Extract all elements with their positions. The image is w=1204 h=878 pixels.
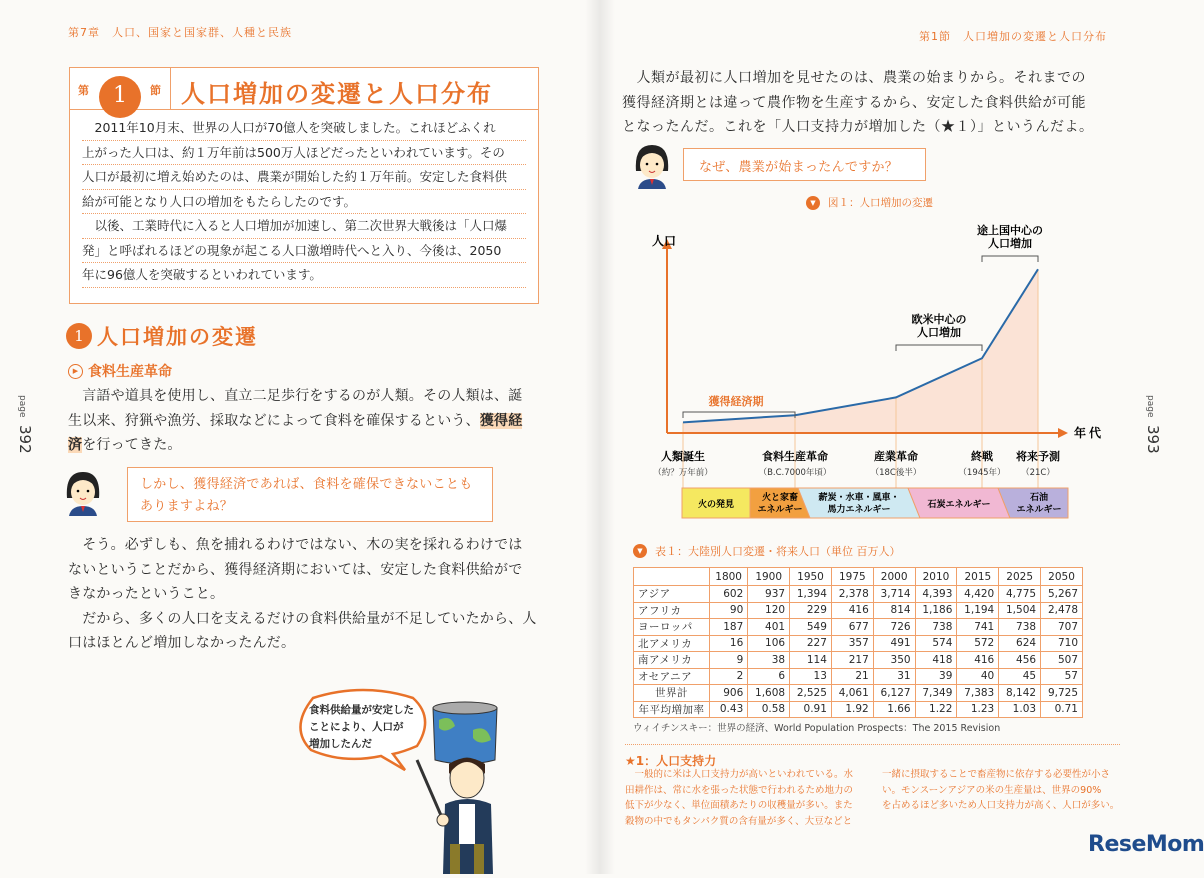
x-tick-sublabel: （約？万年前） <box>653 468 713 478</box>
table-cell: 3,714 <box>873 586 915 603</box>
annotation-label: 途上国中心の <box>977 224 1043 237</box>
area-fill <box>683 269 1038 433</box>
heading-1 <box>66 321 258 351</box>
caret-down-icon: ▼ <box>633 544 647 558</box>
table-cell: 677 <box>831 619 873 636</box>
table-row <box>634 652 1083 669</box>
text-line: 給が可能となり人口の増加をもたらしたのです。 <box>82 190 526 215</box>
column-header: 1975 <box>831 568 873 586</box>
x-tick-sublabel: （18C後半） <box>870 468 922 478</box>
x-tick-sublabel: （21C） <box>1021 468 1055 478</box>
annotation-label: 人口増加 <box>917 326 961 339</box>
note-left-column <box>625 767 853 829</box>
section-header: 第1節 人口増加の変遷と人口分布 <box>919 30 1107 43</box>
x-axis-arrow <box>1058 428 1068 438</box>
student-avatar-icon <box>634 143 670 187</box>
table-cell: 401 <box>748 619 790 636</box>
table-cell: 1,186 <box>915 602 957 619</box>
text-line: 田耕作は、常に水を張った状態で行われるため地力の <box>625 784 854 796</box>
table-row <box>634 668 1083 685</box>
page-number: 393 <box>1144 425 1162 455</box>
paragraph-1 <box>68 384 522 458</box>
text-line: 以後、工業時代に入ると人口増加が加速し、第二次世界大戦後は「人口爆 <box>82 214 526 239</box>
energy-era-label: 火の発見 <box>697 500 735 510</box>
table-cell: 710 <box>1041 635 1083 652</box>
table-cell: 1,608 <box>748 685 790 702</box>
energy-era-label: 馬力エネルギー <box>827 505 891 515</box>
subheading-text: 食料生産革命 <box>88 364 172 380</box>
bubble-line: ことにより、人口が <box>309 721 404 733</box>
table-cell: 9,725 <box>1041 685 1083 702</box>
table-cell: 45 <box>999 668 1041 685</box>
row-label: アフリカ <box>634 602 710 619</box>
table-cell: 6,127 <box>873 685 915 702</box>
student-avatar-icon <box>65 470 101 514</box>
table-cell: 13 <box>790 668 832 685</box>
table-cell: 5,267 <box>1041 586 1083 603</box>
table-cell: 572 <box>957 635 999 652</box>
text-line: ないということだから、獲得経済期においては、安定した食料供給がで <box>68 561 523 578</box>
table-cell: 1.03 <box>999 701 1041 718</box>
x-axis-label: 年代 <box>1074 426 1105 440</box>
table-cell: 229 <box>790 602 832 619</box>
note-title: ★1：人口支持力 <box>625 754 717 768</box>
row-label: 北アメリカ <box>634 635 710 652</box>
row-label: オセアニア <box>634 668 710 685</box>
row-label: アジア <box>634 586 710 603</box>
play-circle-icon: ▶ <box>68 364 83 379</box>
table-cell: 491 <box>873 635 915 652</box>
text-line: 獲得経済期とは違って農作物を生産するから、安定した食料供給が可能 <box>622 94 1086 111</box>
table-row <box>634 586 1083 603</box>
y-axis-label: 人口 <box>652 234 677 248</box>
text-line: 上がった人口は、約１万年前は500万人ほどだったといわれています。その <box>82 141 526 166</box>
x-tick-sublabel: （B.C.7000年頃） <box>758 468 832 478</box>
annotation-label: 人口増加 <box>988 237 1032 250</box>
annotation-label: 欧米中心の <box>911 313 967 326</box>
table-cell: 31 <box>873 668 915 685</box>
bubble-line: 増加したんだ <box>309 738 372 750</box>
para1-line: 言語や道具を使用し、直立二足歩行をするのが人類。その人類は、誕 <box>68 388 523 404</box>
text-line: を占めるほど多いため人口支持力が高く、人口が多い。 <box>882 800 1120 811</box>
heading-number: 1 <box>66 323 92 349</box>
para1-line: 生以来、狩猟や漁労、採取などによって食料を確保するという、獲得経 <box>68 412 523 429</box>
table-row <box>634 685 1083 702</box>
text-line: 一緒に摂取することで畜産物に依存する必要性が小さ <box>882 769 1111 780</box>
x-tick-label: 食料生産革命 <box>762 450 828 463</box>
text-line: となったんだ。これを「人口支持力が増加した（★１）」というんだよ。 <box>622 119 1094 135</box>
table-cell: 350 <box>873 652 915 669</box>
table-cell: 738 <box>999 619 1041 636</box>
table-cell: 4,420 <box>957 586 999 603</box>
x-tick-label: 終戦 <box>971 450 993 463</box>
table-caption-text: 表１：大陸別人口変遷・将来人口（単位 百万人） <box>655 545 901 558</box>
table-cell: 2,378 <box>831 586 873 603</box>
table-cell: 1,194 <box>957 602 999 619</box>
x-tick-label: 産業革命 <box>874 450 918 463</box>
table-cell: 602 <box>710 586 748 603</box>
caret-down-icon: ▼ <box>806 196 820 210</box>
section-setsu: 節 <box>150 84 161 97</box>
section-title: 人口増加の変遷と人口分布 <box>181 80 493 108</box>
table-cell: 1,504 <box>999 602 1041 619</box>
table-cell: 416 <box>957 652 999 669</box>
table-cell: 2,525 <box>790 685 832 702</box>
table-cell: 2 <box>710 668 748 685</box>
intro-text <box>70 110 538 288</box>
annotation-bracket <box>982 256 1038 262</box>
table-cell: 120 <box>748 602 790 619</box>
right-paragraph <box>622 66 1094 140</box>
paragraph-2 <box>68 533 537 656</box>
table-cell: 1.22 <box>915 701 957 718</box>
table-cell: 814 <box>873 602 915 619</box>
table-cell: 937 <box>748 586 790 603</box>
table-cell: 7,383 <box>957 685 999 702</box>
page-number-left <box>16 395 34 454</box>
table-cell: 6 <box>748 668 790 685</box>
table-cell: 4,393 <box>915 586 957 603</box>
table-cell: 4,775 <box>999 586 1041 603</box>
page-label: page <box>1145 395 1155 418</box>
text-line: 穀物の中でもタンパク質の含有量が多く、大豆などと <box>625 815 853 827</box>
table-row <box>634 619 1083 636</box>
column-header: 1800 <box>710 568 748 586</box>
table-cell: 707 <box>1041 619 1083 636</box>
section-number-badge <box>70 68 171 109</box>
note-right-column <box>882 767 1119 814</box>
column-header: 2025 <box>999 568 1041 586</box>
column-header <box>634 568 710 586</box>
bubble-line: しかし、獲得経済であれば、食料を確保できないことも <box>140 477 473 492</box>
question-bubble-2: なぜ、農業が始まったんですか？ <box>683 148 926 181</box>
row-label: 南アメリカ <box>634 652 710 669</box>
text-line: 口はほとんど増加しなかったんだ。 <box>68 635 296 651</box>
page-number: 392 <box>16 425 34 455</box>
table-header-row <box>634 568 1083 586</box>
highlight-term: 獲得経 <box>479 412 523 429</box>
table-cell: 741 <box>957 619 999 636</box>
energy-era-label: 薪炭・水車・風車・ <box>818 493 900 503</box>
text-line: 年に96億人を突破するといわれています。 <box>82 263 526 288</box>
x-tick-label: 将来予測 <box>1016 450 1060 463</box>
table-cell: 0.43 <box>710 701 748 718</box>
table-cell: 0.58 <box>748 701 790 718</box>
table-cell: 1.66 <box>873 701 915 718</box>
table-cell: 2,478 <box>1041 602 1083 619</box>
table-cell: 1.92 <box>831 701 873 718</box>
section-number: 1 <box>99 76 141 118</box>
table-caption <box>633 543 901 559</box>
table-row <box>634 602 1083 619</box>
question-bubble-1 <box>127 467 493 522</box>
population-chart <box>640 215 1105 525</box>
row-label: ヨーロッパ <box>634 619 710 636</box>
table-cell: 187 <box>710 619 748 636</box>
energy-era-label: 石炭エネルギー <box>927 500 991 510</box>
column-header: 1900 <box>748 568 790 586</box>
text-line: 2011年10月末、世界の人口が70億人を突破しました。これほどふくれ <box>82 116 526 141</box>
table-cell: 906 <box>710 685 748 702</box>
annotation-bracket <box>896 345 982 351</box>
text-line: 一般的に米は人口支持力が高いといわれている。水 <box>625 769 854 780</box>
bubble-line: ありますよね？ <box>140 499 234 514</box>
table-cell: 38 <box>748 652 790 669</box>
table-cell: 21 <box>831 668 873 685</box>
table-cell: 0.91 <box>790 701 832 718</box>
column-header: 2050 <box>1041 568 1083 586</box>
table-cell: 7,349 <box>915 685 957 702</box>
text-line: 発」と呼ばれるほどの現象が起こる人口激増時代へと入り、今後は、2050 <box>82 239 526 264</box>
section-intro-box <box>69 67 539 304</box>
table-cell: 106 <box>748 635 790 652</box>
column-header: 1950 <box>790 568 832 586</box>
column-header: 2000 <box>873 568 915 586</box>
text-line: い。モンスーンアジアの米の生産量は、世界の90% <box>882 784 1102 796</box>
table-cell: 418 <box>915 652 957 669</box>
bubble-line: 食料供給量が安定した <box>309 704 414 716</box>
x-tick-sublabel: （1945年） <box>958 468 1006 478</box>
table-cell: 456 <box>999 652 1041 669</box>
figure-caption <box>806 195 933 210</box>
heading-title: 人口増加の変遷 <box>97 325 258 349</box>
page-label: page <box>17 395 27 418</box>
table-cell: 57 <box>1041 668 1083 685</box>
population-table <box>633 567 1083 718</box>
table-cell: 574 <box>915 635 957 652</box>
page-number-right <box>1144 395 1162 454</box>
row-label: 世界計 <box>634 685 710 702</box>
chapter-header: 第7章 人口、国家と国家群、人種と民族 <box>68 26 292 39</box>
table-cell: 1,394 <box>790 586 832 603</box>
energy-era-label: エネルギー <box>757 505 803 515</box>
text-line: そう。必ずしも、魚を捕れるわけではない、木の実を採れるわけでは <box>68 537 523 553</box>
highlight-term: 済 <box>68 437 83 453</box>
table-cell: 16 <box>710 635 748 652</box>
table-row <box>634 635 1083 652</box>
table-cell: 39 <box>915 668 957 685</box>
text-line: 人口が最初に増え始めたのは、農業が開始した約１万年前。安定した食料供 <box>82 165 526 190</box>
x-tick-label: 人類誕生 <box>661 450 705 463</box>
energy-era-label: 火と家畜 <box>761 493 799 503</box>
table-cell: 9 <box>710 652 748 669</box>
text-line: きなかったということ。 <box>68 586 225 602</box>
table-cell: 549 <box>790 619 832 636</box>
watermark-logo: ReseMom <box>1088 832 1204 857</box>
text-line: 低下が少なく、単位面積あたりの収穫量が多い。また <box>625 800 853 811</box>
annotation-label: 獲得経済期 <box>708 395 764 408</box>
teacher-globe-character-icon <box>425 700 525 878</box>
subheading <box>68 361 172 381</box>
table-cell: 227 <box>790 635 832 652</box>
column-header: 2015 <box>957 568 999 586</box>
table-cell: 90 <box>710 602 748 619</box>
text-line: 人類が最初に人口増加を見せたのは、農業の始まりから。それまでの <box>622 70 1086 86</box>
column-header: 2010 <box>915 568 957 586</box>
table-cell: 507 <box>1041 652 1083 669</box>
para1-line: 済を行ってきた。 <box>68 437 182 453</box>
table-cell: 357 <box>831 635 873 652</box>
teacher-speech-bubble <box>293 688 433 770</box>
table-cell: 624 <box>999 635 1041 652</box>
table-cell: 217 <box>831 652 873 669</box>
book-gutter <box>585 0 615 874</box>
table-cell: 40 <box>957 668 999 685</box>
text-line: だから、多くの人口を支えるだけの食料供給量が不足していたから、人 <box>68 610 537 627</box>
table-cell: 114 <box>790 652 832 669</box>
table-cell: 738 <box>915 619 957 636</box>
table-cell: 4,061 <box>831 685 873 702</box>
table-row <box>634 701 1083 718</box>
row-label: 年平均増加率 <box>634 701 710 718</box>
table-cell: 1.23 <box>957 701 999 718</box>
table-cell: 726 <box>873 619 915 636</box>
table-cell: 416 <box>831 602 873 619</box>
section-dai: 第 <box>78 84 89 97</box>
figure-caption-text: 図１：人口増加の変遷 <box>828 197 933 209</box>
energy-era-label: エネルギー <box>1016 505 1062 515</box>
table-cell: 8,142 <box>999 685 1041 702</box>
energy-era-label: 石油 <box>1029 493 1049 503</box>
table-cell: 0.71 <box>1041 701 1083 718</box>
divider <box>625 744 1120 745</box>
table-source: ウィイチンスキー：世界の経済、World Population Prospects：The 2015 Revision <box>633 723 1001 734</box>
